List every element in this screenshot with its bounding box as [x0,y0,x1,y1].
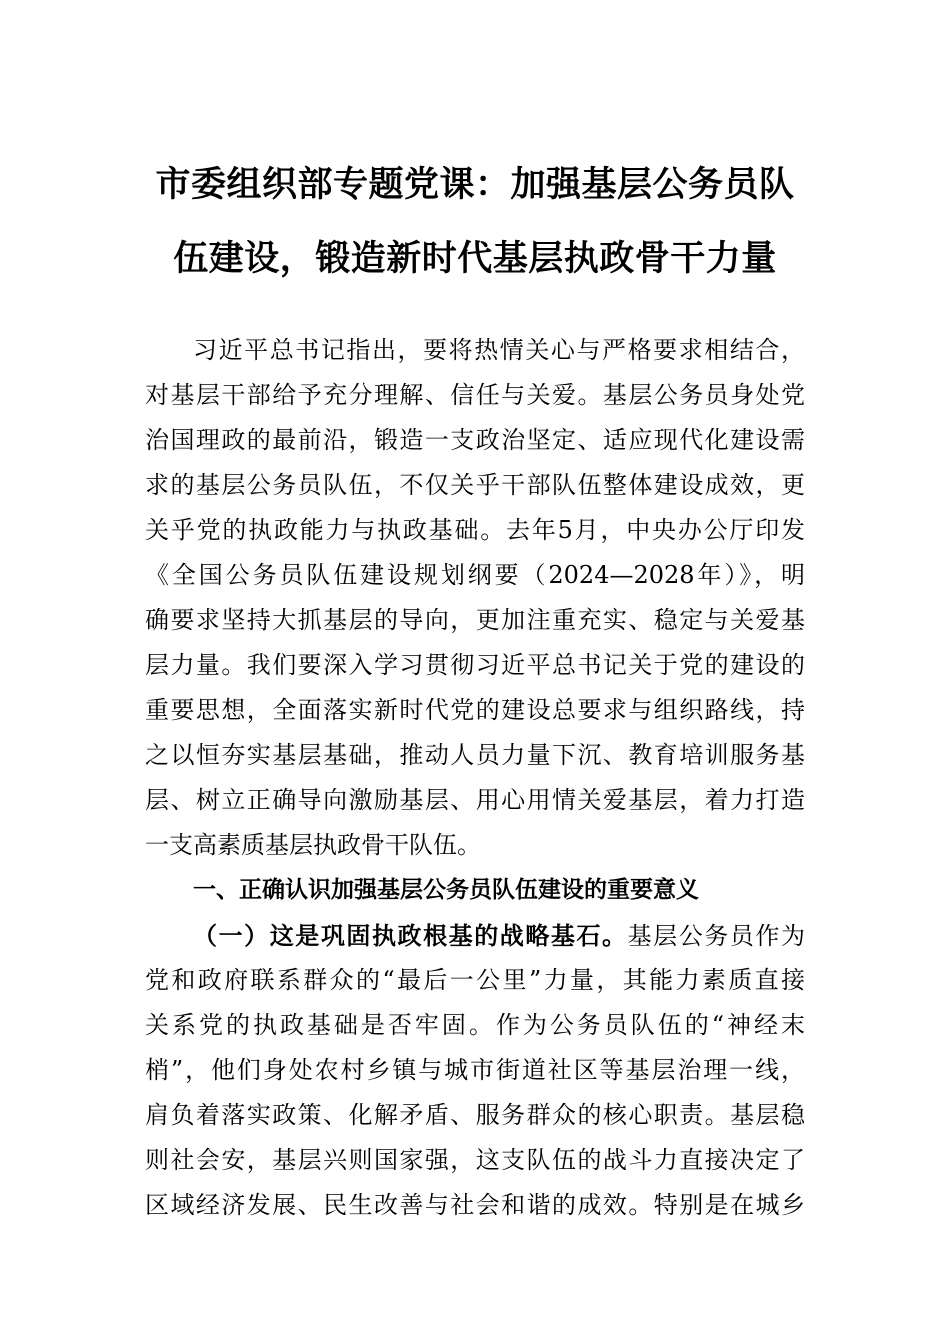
subsection-first-line-rest: 基层公务员作为 [627,922,806,950]
intro-line: 一支高素质基层执政骨干队伍。 [145,831,481,859]
intro-line: 层、树立正确导向激励基层、用心用情关爱基层，着力打造 [145,786,805,814]
subsection-line: 关系党的执政基础是否牢固。作为公务员队伍的“神经末 [145,1011,805,1039]
document-title [145,148,805,296]
subsection-first-line [145,913,805,958]
title-line-1: 市委组织部专题党课：加强基层公务员队 [155,164,795,205]
subsection-line: 则社会安，基层兴则国家强，这支队伍的战斗力直接决定了 [145,1146,805,1174]
title-line-2: 伍建设，锻造新时代基层执政骨干力量 [173,238,777,279]
intro-line: 《全国公务员队伍建设规划纲要（2024—2028年）》，明 [145,561,805,589]
section-heading: 一、正确认识加强基层公务员队伍建设的重要意义 [193,877,699,903]
document-body [145,328,805,1228]
intro-line: 层力量。我们要深入学习贯彻习近平总书记关于党的建设的 [145,651,805,679]
intro-line: 治国理政的最前沿，锻造一支政治坚定、适应现代化建设需 [145,426,805,454]
intro-line: 确要求坚持大抓基层的导向，更加注重充实、稳定与关爱基 [145,606,805,634]
intro-line: 对基层干部给予充分理解、信任与关爱。基层公务员身处党 [145,381,805,409]
subsection-lead: （一）这是巩固执政根基的战略基石。 [193,921,628,950]
intro-line: 习近平总书记指出，要将热情关心与严格要求相结合， [193,336,805,364]
subsection-line: 肩负着落实政策、化解矛盾、服务群众的核心职责。基层稳 [145,1101,805,1129]
subsection-line: 党和政府联系群众的“最后一公里”力量，其能力素质直接 [145,966,805,994]
intro-line: 之以恒夯实基层基础，推动人员力量下沉、教育培训服务基 [145,741,805,769]
intro-line: 关乎党的执政能力与执政基础。去年5月，中央办公厅印发 [145,516,805,544]
intro-line: 重要思想，全面落实新时代党的建设总要求与组织路线，持 [145,696,805,724]
intro-line: 求的基层公务员队伍，不仅关乎干部队伍整体建设成效，更 [145,471,805,499]
subsection-line: 梢”，他们身处农村乡镇与城市街道社区等基层治理一线， [145,1056,805,1084]
subsection-line: 区域经济发展、民生改善与社会和谐的成效。特别是在城乡 [145,1191,805,1219]
